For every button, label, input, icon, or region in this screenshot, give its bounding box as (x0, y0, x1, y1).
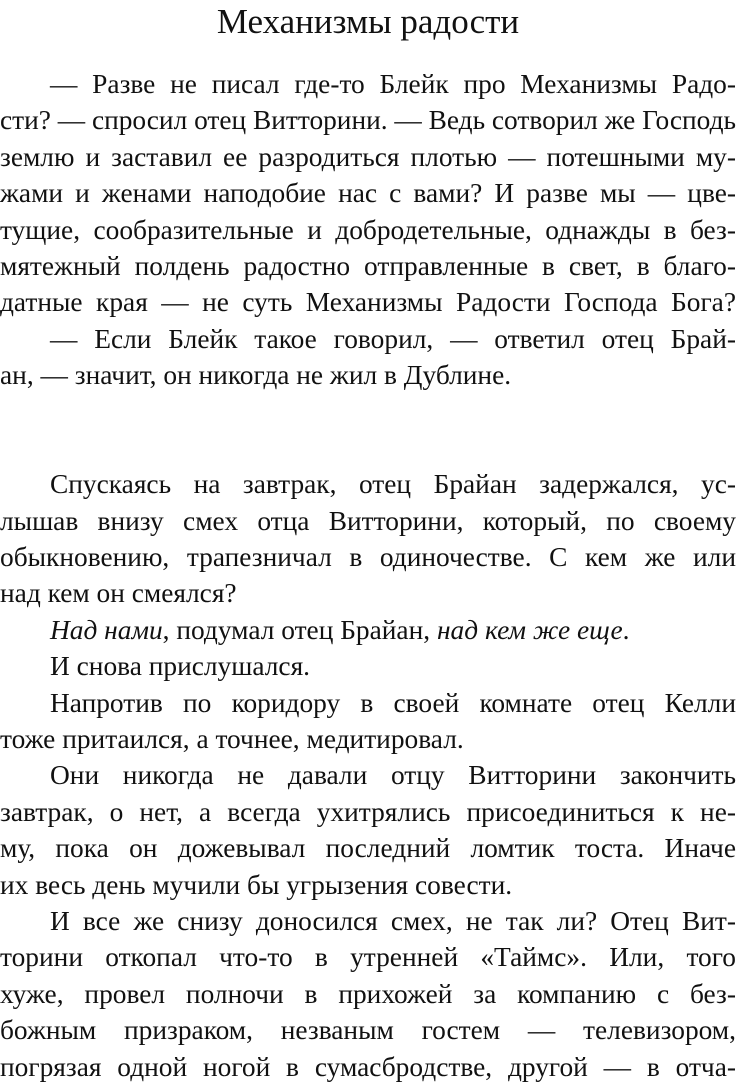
line-text: Спускаясь на завтрак, отец Брайан задержался, ус- (50, 469, 736, 500)
line-text: му, пока он дожевывал последний ломтик тоста. Иначе (0, 833, 736, 864)
text-line (0, 248, 736, 284)
line-text: тоже притаился, а точнее, медитировал. (0, 724, 464, 755)
line-text: погрязая одной ногой в сумасбродстве, другой — в отча- (0, 1051, 736, 1082)
text-line (0, 212, 736, 248)
text-line (0, 539, 736, 575)
paragraph-gap (0, 394, 736, 467)
text-line (0, 575, 736, 611)
line-text: Напротив по коридору в своей комнате отец Келли (50, 687, 736, 718)
line-text: И снова прислушался. (50, 651, 311, 682)
text-line (0, 757, 736, 793)
line-text: сти? — спросил отец Витторини. — Ведь сотворил же Господь (0, 105, 736, 136)
text-line (0, 1012, 736, 1048)
line-text: мятежный полдень радостно отправленные в свет, в благо- (0, 250, 736, 281)
line-text: лышав внизу смех отца Витторини, который, по своему (0, 505, 736, 536)
text-line (0, 321, 736, 357)
line-text: хуже, провел полночи в прихожей за компанию с без- (0, 978, 736, 1009)
body-text (0, 66, 736, 1085)
text-line (0, 1049, 736, 1085)
line-text: — Если Блейк такое говорил, — ответил отец Брай- (50, 323, 736, 354)
line-text: божным призраком, незваным гостем — телевизором, (0, 1015, 736, 1046)
text-line (0, 284, 736, 320)
text-line (0, 685, 736, 721)
text-line (0, 139, 736, 175)
line-text: завтрак, о нет, а всегда ухитрялись присоединиться к не- (0, 796, 736, 827)
text-line (0, 830, 736, 866)
text-line (0, 794, 736, 830)
line-text: обыкновению, трапезничал в одиночестве. С кем же или (0, 542, 736, 573)
italic-phrase: Над нами (50, 614, 163, 645)
text-line-rich (50, 612, 736, 648)
line-text: над кем он смеялся? (0, 578, 237, 609)
text-line (0, 648, 736, 684)
chapter-title: Механизмы радости (216, 2, 520, 41)
line-text: — Разве не писал где-то Блейк про Механизмы Радо- (50, 69, 736, 99)
line-text: тущие, сообразительные и добродетельные, однажды в без- (0, 214, 736, 245)
text-line (0, 976, 736, 1012)
italic-phrase: над кем же еще (436, 614, 623, 645)
text-line (0, 466, 736, 502)
text-line (0, 102, 736, 138)
line-text: их весь день мучили бы угрызения совести. (0, 869, 513, 900)
text-line (0, 867, 736, 903)
line-text: Они никогда не давали отцу Витторини закончить (50, 760, 736, 791)
text-line (0, 612, 736, 648)
punctuation: . (622, 614, 630, 645)
line-text: ан, — значит, он никогда не жил в Дублине. (0, 360, 512, 391)
text-line (0, 175, 736, 211)
line-text: торини откопал что-то в утренней «Таймс». Или, того (0, 942, 736, 973)
text-line (0, 357, 736, 393)
text-line (0, 721, 736, 757)
line-text: землю и заставил ее разродиться плотью — потешными му- (0, 141, 736, 172)
line-text: датные края — не суть Механизмы Радости Господа Бога? (0, 287, 736, 318)
text-line (0, 66, 736, 102)
text-line (0, 939, 736, 975)
line-text: жами и женами наподобие нас с вами? И разве мы — цве- (0, 178, 736, 209)
text-line (0, 503, 736, 539)
plain-phrase: , подумал отец Брайан, (162, 614, 437, 645)
text-line (0, 903, 736, 939)
line-text: И все же снизу доносился смех, не так ли? Отец Вит- (50, 906, 736, 936)
